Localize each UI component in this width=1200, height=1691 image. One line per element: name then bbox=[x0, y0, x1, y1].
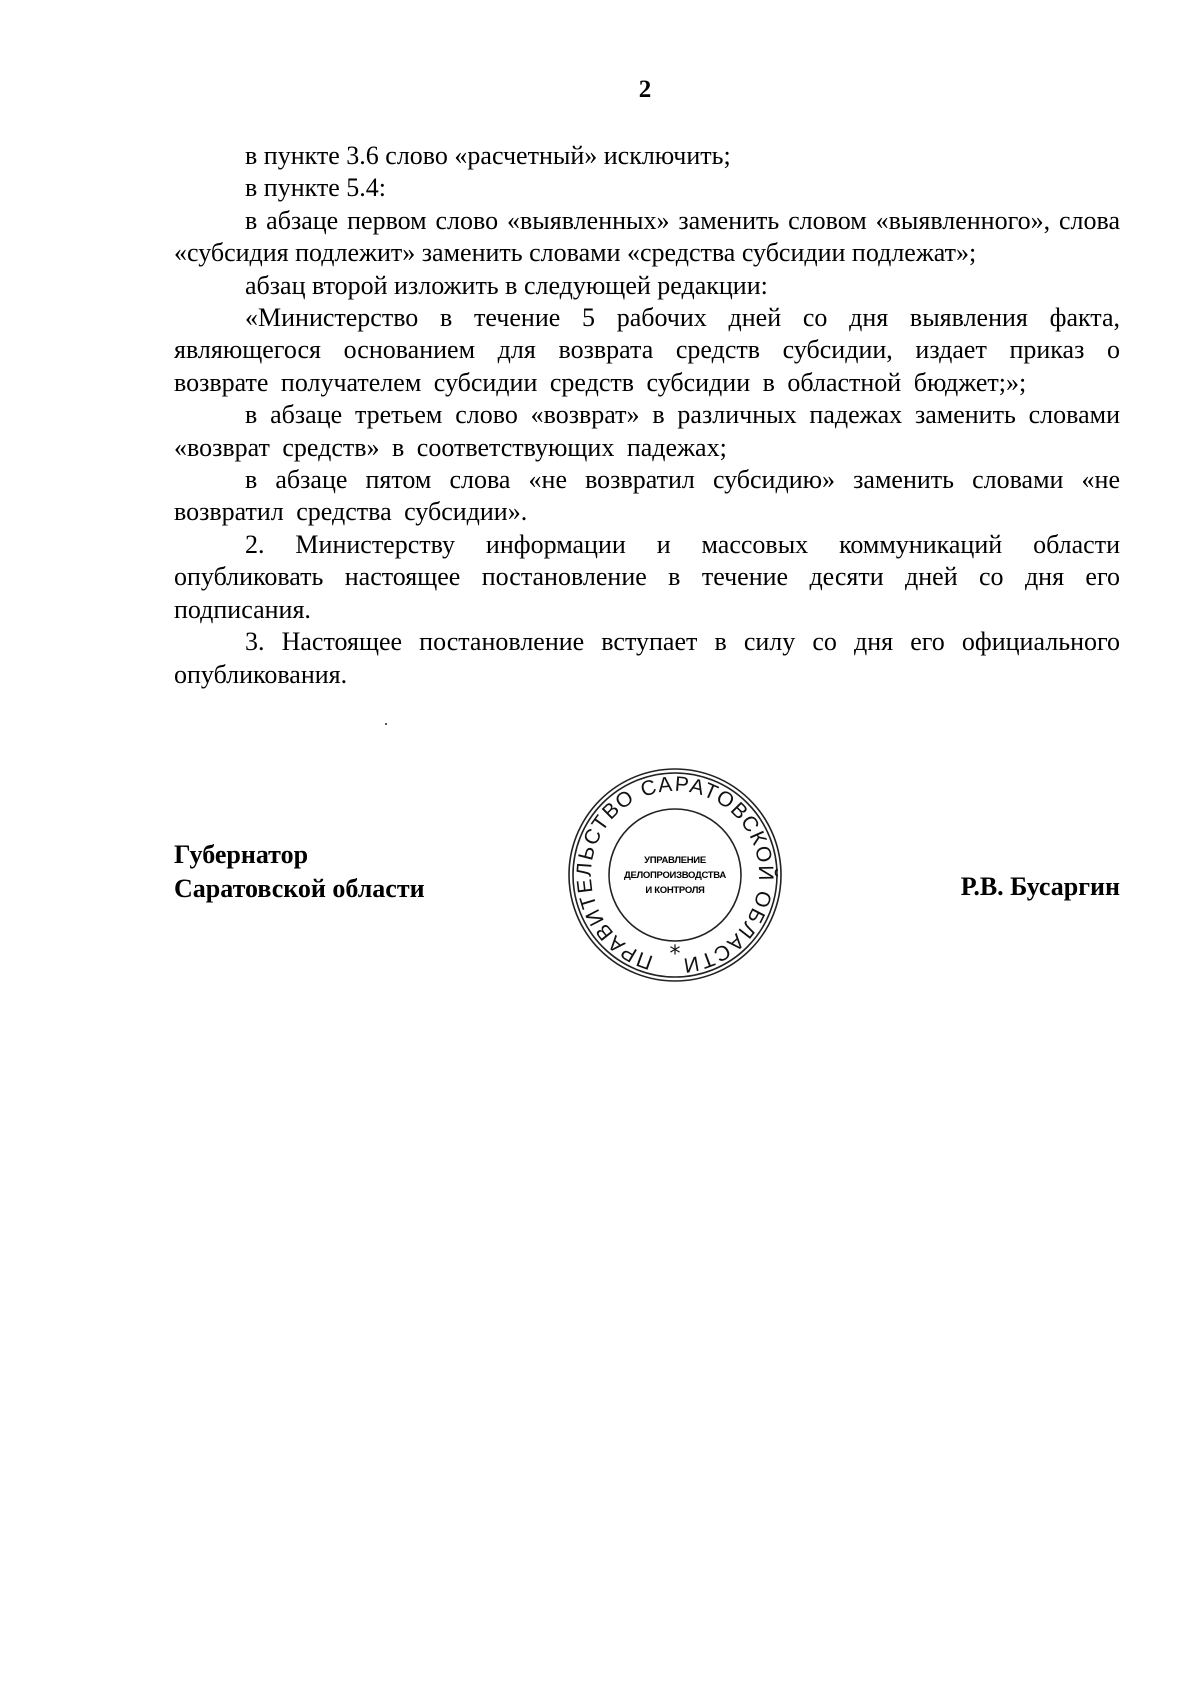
paragraph: 2. Министерству информации и массовых коммуникаций области опубликовать настоящее постановление в течение десяти дней со дня его подписания. bbox=[174, 529, 1120, 624]
paragraph: в абзаце первом слово «выявленных» заменить словом «выявленного», слова «субсидия подлежит» заменить словами «средства субсидии подлежат»; bbox=[174, 205, 1120, 268]
document-body bbox=[174, 140, 1120, 691]
paragraph: в абзаце третьем слово «возврат» в различных падежах заменить словами «возврат средств» в соответствующих падежах; bbox=[174, 400, 1120, 462]
signer-name: Р.В. Бусаргин bbox=[960, 872, 1120, 901]
seal-center-line2: ДЕЛОПРОИЗВОДСТВА bbox=[624, 869, 726, 881]
paragraph: абзац второй изложить в следующей редакции: bbox=[245, 270, 768, 300]
seal-center-line1: УПРАВЛЕНИЕ bbox=[644, 854, 706, 866]
paragraph: в абзаце пятом слова «не возвратил субсидию» заменить словами «не возвратил средства субсидии». bbox=[174, 465, 1120, 527]
seal-ring-text: ПРАВИТЕЛЬСТВО САРАТОВСКОЙ ОБЛАСТИ bbox=[572, 772, 778, 977]
signer-position-line2: Саратовской области bbox=[174, 874, 425, 903]
page-number: 2 bbox=[638, 76, 652, 103]
seal-center-line3: И КОНТРОЛЯ bbox=[645, 884, 705, 896]
paragraph: 3. Настоящее постановление вступает в силу со дня его официального опубликования. bbox=[174, 627, 1120, 689]
seal-center-text bbox=[565, 765, 785, 985]
signer-position bbox=[174, 838, 425, 906]
paragraph: в пункте 5.4: bbox=[245, 173, 387, 203]
paragraph: в пункте 3.6 слово «расчетный» исключить; bbox=[245, 141, 731, 170]
paragraph: «Министерство в течение 5 рабочих дней со дня выявления факта, являющегося основанием для возврата средств субсидии, издает приказ о возврате получателем субсидии средств субсидии в областной бюджет;»; bbox=[174, 303, 1120, 397]
signer-position-line1: Губернатор bbox=[174, 840, 309, 869]
scan-speck bbox=[385, 723, 387, 725]
official-seal bbox=[565, 765, 785, 985]
seal-star: * bbox=[669, 942, 681, 967]
